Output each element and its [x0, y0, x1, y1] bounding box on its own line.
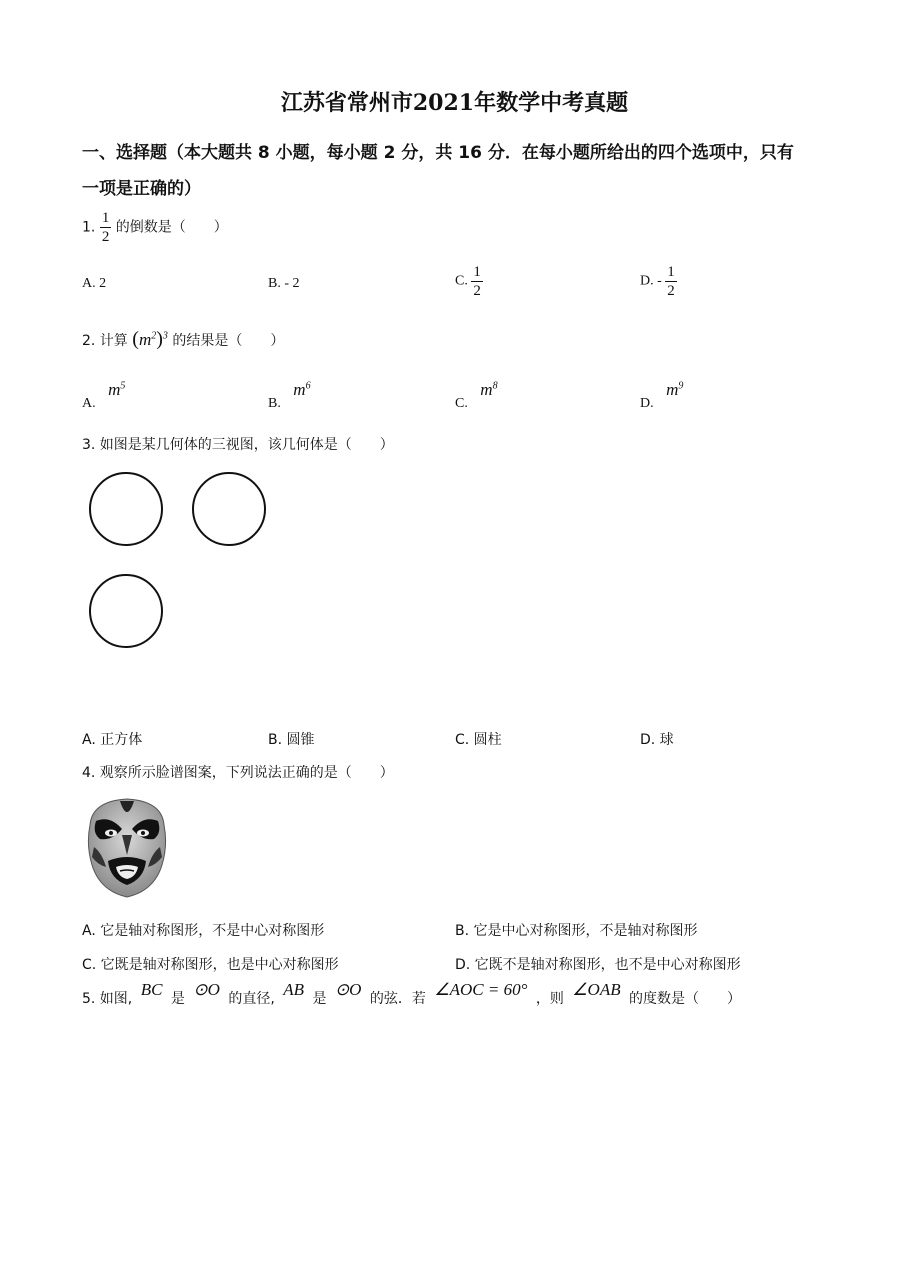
q1-option-d: D. - $\frac{1}{2}$	[640, 264, 675, 299]
question-1	[82, 210, 228, 245]
front-view-circle	[89, 472, 163, 546]
q4-option-b: B. 它是中心对称图形，不是轴对称图形	[455, 923, 698, 939]
q3-option-b: B. 圆锥	[268, 732, 315, 748]
q4-option-c: C. 它既是轴对称图形，也是中心对称图形	[82, 957, 339, 973]
question-1-fraction	[100, 210, 112, 245]
section-heading-line2: 一项是正确的）	[82, 179, 201, 199]
question-5: 5. 如图, BC 是 ⊙O 的直径, AB 是 ⊙O 的弦．若 ∠AOC = 60° ，则 ∠OAB 的度数是（ ）	[82, 980, 742, 1007]
question-4-stem: 4. 观察所示脸谱图案，下列说法正确的是（ ）	[82, 765, 394, 781]
q3-option-a: A. 正方体	[82, 732, 143, 748]
page-title: 江苏省常州市2021年数学中考真题	[280, 90, 629, 116]
question-1-number: 1.	[82, 219, 96, 236]
section-heading-line1: 一、选择题（本大题共 8 小题，每小题 2 分，共 16 分．在每小题所给出的四个选项中，只有	[82, 143, 794, 163]
q1-option-b: B. - 2	[268, 276, 300, 291]
segment-bc: BC	[140, 980, 163, 999]
opera-mask-image	[82, 795, 172, 899]
circle-o-1: ⊙O	[193, 980, 220, 999]
top-view-circle	[89, 574, 163, 648]
q2-option-c: C. $m^8$	[455, 380, 498, 411]
q2-option-d: D. $m^9$	[640, 380, 684, 411]
q1-option-d-fraction: $\frac{1}{2}$	[667, 264, 675, 299]
q1-option-c: C. $\frac{1}{2}$	[455, 264, 481, 299]
angle-aoc: ∠AOC = 60°	[434, 980, 528, 999]
side-view-circle	[192, 472, 266, 546]
q2-option-a: A. $m^5$	[82, 380, 126, 411]
q3-option-c: C. 圆柱	[455, 732, 502, 748]
fraction-denominator: 2	[101, 229, 110, 245]
angle-oab: ∠OAB	[572, 980, 621, 999]
q2-option-b: B. $m^6$	[268, 380, 311, 411]
question-2-number: 2. 计算	[82, 333, 128, 349]
question-2-stem: 的结果是（ ）	[172, 333, 285, 349]
circle-o-2: ⊙O	[334, 980, 362, 999]
question-2	[82, 328, 284, 351]
q1-option-a: A. 2	[82, 276, 107, 291]
question-3-stem: 3. 如图是某几何体的三视图，该几何体是（ ）	[82, 437, 394, 453]
question-2-expression: $(m^2)^3$	[132, 328, 168, 350]
q4-option-d: D. 它既不是轴对称图形，也不是中心对称图形	[455, 957, 741, 973]
fraction-numerator: 1	[101, 210, 110, 226]
q1-option-c-fraction: $\frac{1}{2}$	[473, 264, 481, 299]
q3-option-d: D. 球	[640, 732, 674, 748]
segment-ab: AB	[283, 980, 305, 999]
question-1-stem: 的倒数是（ ）	[115, 219, 228, 236]
q4-option-a: A. 它是轴对称图形，不是中心对称图形	[82, 923, 325, 939]
